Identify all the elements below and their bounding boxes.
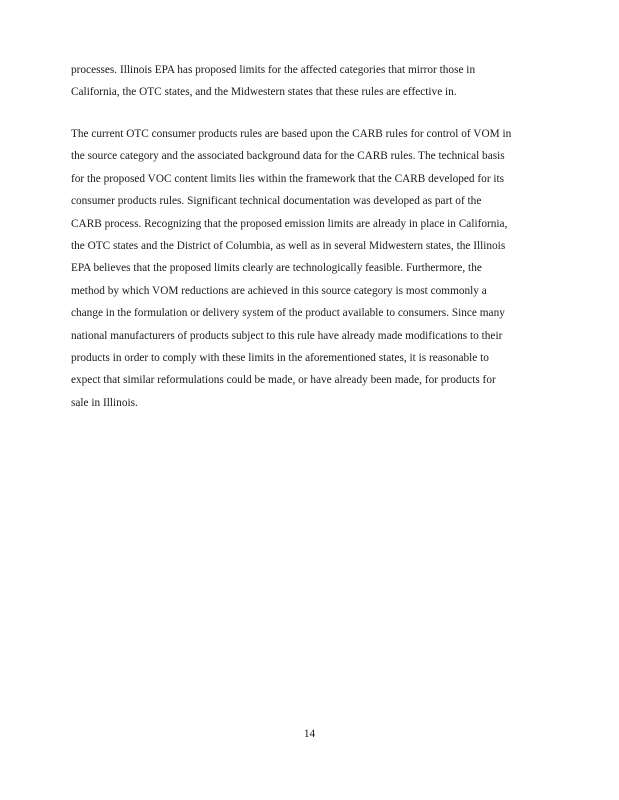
paragraph-otc-consumer-products bbox=[71, 123, 551, 414]
paragraph-line: consumer products rules. Significant technical documentation was developed as part of the bbox=[71, 195, 482, 208]
paragraph-line: method by which VOM reductions are achieved in this source category is most commonly a bbox=[71, 284, 487, 297]
paragraph-line: sale in Illinois. bbox=[71, 396, 138, 409]
paragraph-line: CARB process. Recognizing that the proposed emission limits are already in place in California, bbox=[71, 217, 508, 230]
paragraph-processes bbox=[71, 59, 551, 104]
paragraph-line: national manufacturers of products subject to this rule have already made modifications to their bbox=[71, 329, 503, 342]
paragraph-line: The current OTC consumer products rules are based upon the CARB rules for control of VOM in bbox=[71, 128, 512, 140]
paragraph-line: EPA believes that the proposed limits clearly are technologically feasible. Furthermore, the bbox=[71, 262, 482, 275]
page-number: 14 bbox=[303, 728, 316, 740]
paragraph-line: products in order to comply with these limits in the aforementioned states, it is reasonable to bbox=[71, 351, 489, 364]
paragraph-line: the OTC states and the District of Columbia, as well as in several Midwestern states, the Illinois bbox=[71, 239, 506, 252]
paragraph-line: for the proposed VOC content limits lies within the framework that the CARB developed for its bbox=[71, 172, 505, 185]
paragraph-line: change in the formulation or delivery system of the product available to consumers. Since many bbox=[71, 307, 505, 320]
paragraph-line: processes. Illinois EPA has proposed limits for the affected categories that mirror those in bbox=[71, 64, 476, 76]
paragraph-line: expect that similar reformulations could be made, or have already been made, for products for bbox=[71, 374, 496, 387]
paragraph-line: California, the OTC states, and the Midwestern states that these rules are effective in. bbox=[71, 86, 457, 99]
paragraph-line: the source category and the associated background data for the CARB rules. The technical basis bbox=[71, 150, 505, 163]
